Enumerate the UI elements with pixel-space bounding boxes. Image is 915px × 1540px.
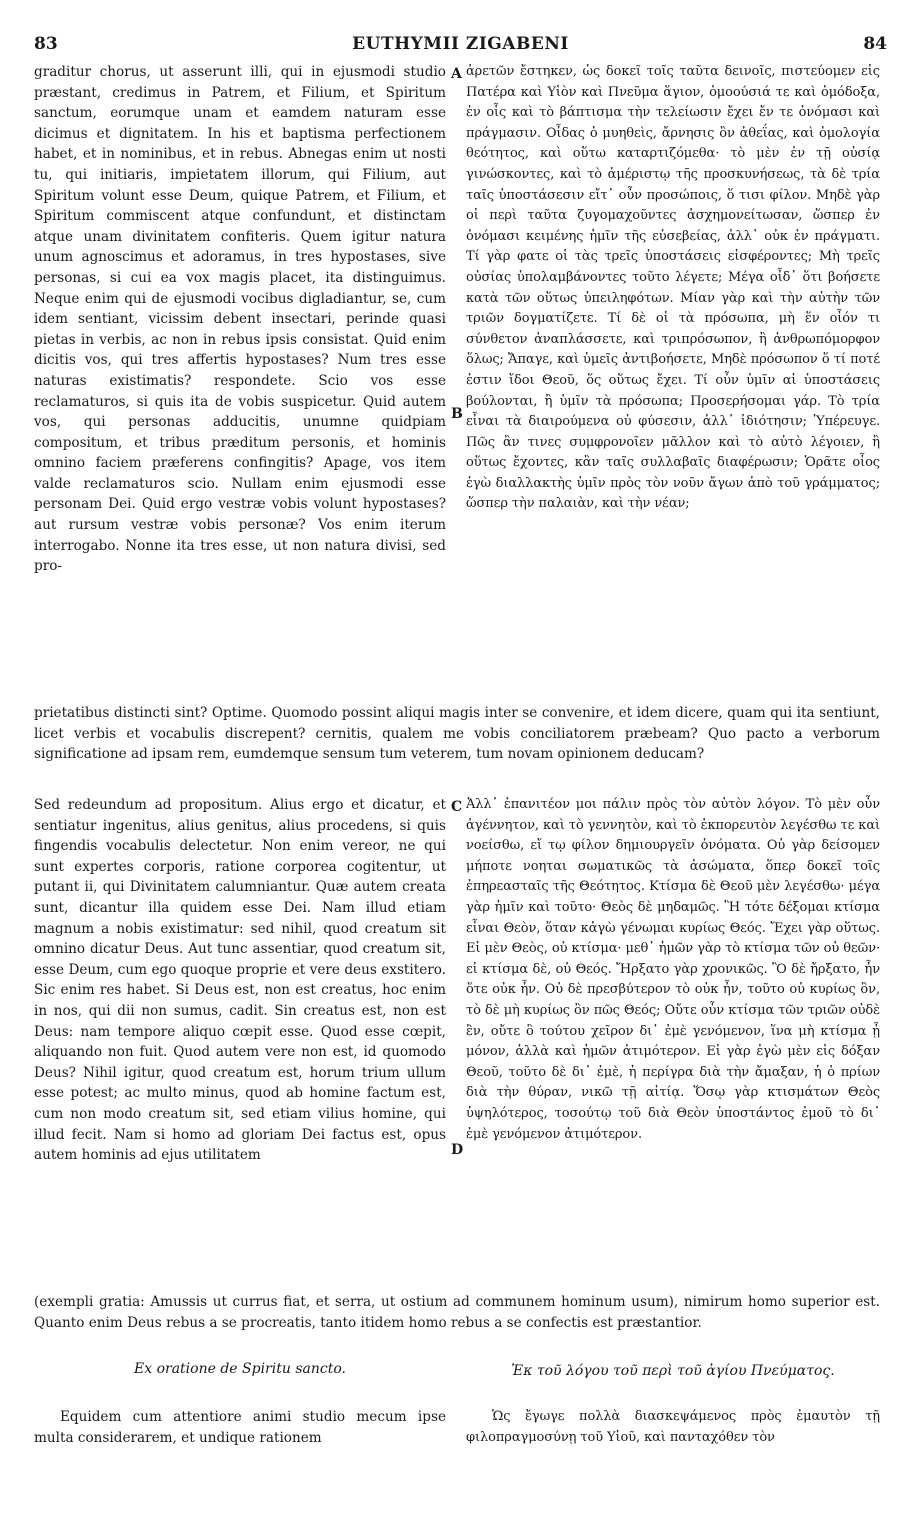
section-marker-b: B — [451, 406, 463, 422]
section-marker-a: A — [451, 66, 462, 82]
page-number-right: 84 — [863, 34, 887, 54]
greek-column-section-2: Ἀλλ᾽ ἐπανιτέον μοι πάλιν πρὸς τὸν αὐτὸν λόγον. Τὸ μὲν οὖν ἀγέννητον, καὶ τὸ γεννητὸν, καὶ τὸ ἐκπορευτὸν λεγέσθω τε καὶ νοείσθω, εἴ τῳ φίλον δημιουργεῖν ὀνόματα. Οὐ γὰρ δείσομεν μήποτε νοηται σωματικῶς τὰ ἀσώματα, ὅπερ δοκεῖ τοῖς ἐπηρεασταῖς τῆς Θεότητος. Κτίσμα δὲ Θεοῦ μὲν λεγέσθω· μέγα γὰρ ἡμῖν καὶ τοῦτο· Θεὸς δὲ μηδαμῶς. Ἢ τότε δέξομαι κτίσμα εἶναι Θεὸν, ὅταν κἀγὼ γένωμαι κυρίως Θεός. Ἔχει γὰρ οὕτως. Εἰ μὲν Θεὸς, οὐ κτίσμα· μεθ᾽ ἡμῶν γὰρ τὸ κτίσμα τῶν οὐ θεῶν· εἰ κτίσμα δὲ, οὐ Θεός. Ἤρξατο γὰρ χρονικῶς. Ὃ δὲ ἤρξατο, ἦν ὅτε οὐκ ἦν. Οὐ δὲ πρεσβύτερον τὸ οὐκ ἦν, τοῦτο οὐ κυρίως ὂν, τὸ δὲ μὴ κυρίως ὂν πῶς Θεός; Οὔτε οὖν κτίσμα τῶν τριῶν οὐδὲ ἓν, οὔτε ὃ τούτου χεῖρον δι᾽ ἐμὲ γενόμενον, ἵνα μὴ κτίσμα ᾖ μόνον, ἀλλὰ καὶ ἡμῶν ἀτιμότερον. Εἰ γὰρ ἐγὼ μὲν εἰς δόξαν Θεοῦ, τοῦτο δὲ δι᾽ ἐμὲ, ἡ περίγρα διὰ τὴν ἄμαξαν, ἡ ὁ πρίων διὰ τὴν θύραν, νικῶ τῇ αἰτίᾳ. Ὅσῳ γὰρ κτισμάτων Θεὸς ὑψηλότερος, τοσούτῳ τοῦ διὰ Θεὸν ὑποστάντος ἐμοῦ τὸ δι᾽ ἐμὲ γενόμενον ἀτιμότερον. — [466, 797, 880, 1142]
running-header — [34, 34, 887, 56]
latin-column-section-1: graditur chorus, ut asserunt illi, qui in ejusmodi studio præstant, credimus in Patrem, et Filium, et Spiritum sanctum, eorumque unam et eamdem naturam esse dicimus et dignitatem. In his et baptisma perfectionem habet, et in nominibus, et in rebus. Abnegas enim ut nosti tu, qui initiaris, impietatem illorum, qui Filium, aut Spiritum volunt esse Deum, quique Patrem, et Filium, et Spiritum commiscent atque confundunt, et distinctam atque unam divinitatem confiteris. Quem igitur natura unum agnoscimus et adoramus, in tres hypostases, sive personas, si cui ea vox magis placet, ita distinguimus. Neque enim qui de ejusmodi vocibus digladiantur, se, cum idem sentiant, vicissim debent insectari, perinde quasi pietas in verbis, ac non in rebus ipsis consistat. Quid enim dicitis vos, qui tres affertis hypostases? Num tres esse naturas existimatis? respondete. Scio vos esse reclamaturos, si quis ita de vobis suspicetur. Quid autem vos, qui personas adducitis, unumne quidpiam compositum, et tribus præditum personis, et hominis omnino faciem præferens confingitis? Apage, vos item valde reclamaturos scio. Nullam enim ejusmodi esse personam Dei. Quid ergo vestræ vobis volunt hypostases? aut rursum vestræ vobis personæ? Vos enim iterum interrogabo. Nonne ita tres esse, ut non natura divisi, sed pro- — [34, 64, 446, 575]
section-marker-c: C — [451, 799, 463, 815]
greek-section-heading: Ἐκ τοῦ λόγου τοῦ περὶ τοῦ ἁγίου Πνεύματος. — [511, 1363, 835, 1379]
running-title: EUTHYMII ZIGABENI — [352, 34, 569, 54]
latin-column-section-2: Sed redeundum ad propositum. Alius ergo et dicatur, et sentiatur ingenitus, alius genitus, alius procedens, si quis fingendis vocabulis delectetur. Non enim vereor, ne qui sunt expertes corporis, ratione corporea cogitentur, ut putant ii, qui Divinitatem calumniantur. Quæ autem creata sunt, dicantur illa quidem esse Dei. Nam illud etiam magnum a nobis existimatur: sed nihil, quod creatum sit omnino dicatur Deus. Aut tunc assentiar, quod creatum sit, esse Deum, cum ego quoque proprie et vere deus exstitero. Sic enim res habet. Si Deus est, non est creatus, hoc enim in nos, qui dii non sumus, cadit. Sin creatus est, non est Deus: nam tempore aliquo cœpit esse. Quod esse cœpit, aliquando non fuit. Quod autem vere non est, id quomodo Deus? Nihil igitur, quod creatum est, horum trium ullum esse potest; ac multo minus, quod ab homine factum est, cum non modo creatum sit, sed etiam vilius homine, qui illud fecit. Nam si homo ad gloriam Dei factus est, opus autem hominis ad ejus utilitatem — [34, 797, 446, 1164]
latin-section-heading: Ex oratione de Spiritu sancto. — [134, 1361, 346, 1377]
page-number-left: 83 — [34, 34, 58, 54]
greek-column-section-1: ἀρετῶν ἔστηκεν, ὡς δοκεῖ τοῖς ταῦτα δεινοῖς, πιστεύομεν εἰς Πατέρα καὶ Υἱὸν καὶ Πνεῦμα ἅγιον, ὁμοούσιά τε καὶ ὁμόδοξα, ἐν οἷς καὶ τὸ βάπτισμα τὴν τελείωσιν ἔχει ἔν τε ὀνόμασι καὶ πράγμασιν. Οἶδας ὁ μυηθεὶς, ἄρνησις ὂν ἀθεΐας, καὶ ὁμολογία θεότητος, καὶ οὕτω καταρτιζόμεθα· τὸ μὲν ἐν τῇ οὐσίᾳ γινώσκοντες, καὶ τὸ ἀμέριστῳ τῆς προσκυνήσεως, τὰ δὲ τρία ταῖς ὑποστάσεσιν εἴτ᾽ οὖν προσώποις, ὅ τισι φίλον. Μηδὲ γὰρ οἱ περὶ ταῦτα ζυγομαχοῦντες ἀσχημονείτωσαν, ὥσπερ ἐν ὀνόμασι κειμένης ἡμῖν τῆς εὐσεβείας, ἀλλ᾽ οὐκ ἐν πράγματι. Τί γὰρ φατε οἱ τὰς τρεῖς ὑποστάσεις εἰσφέροντες; Μὴ τρεῖς οὐσίας ὑπολαμβάνοντες τοῦτο λέγετε; Μέγα οἶδ᾽ ὅτι βοήσετε κατὰ τῶν οὕτως ὑπειληφότων. Μίαν γὰρ καὶ τὴν αὐτὴν τῶν τριῶν δογματίζετε. Τί δὲ οἱ τὰ πρόσωπα, μὴ ἕν οἶόν τι σύνθετον ἀναπλάσσετε, καὶ τριπρόσωπον, ἢ ἀνθρωπόμορφον ὅλως; Ἄπαγε, καὶ ὑμεῖς ἀντιβοήσετε, Μηδὲ πρόσωπον ὅ τί ποτέ ἐστιν ἴδοι Θεοῦ, ὅς οὕτως ἔχει. Τί οὖν ὑμῖν αἱ ὑποστάσεις βούλονται, ἢ ὑμῖν τὰ πρόσωπα; Προσερήσομαι γάρ. Τὸ τρία εἶναι τὰ διαιρούμενα οὐ φύσεσιν, ἀλλ᾽ ἰδιότησιν; Ὑπέρευγε. Πῶς ἂν τινες συμφρονοῖεν μᾶλλον καὶ τὸ αὐτὸ λέγοιεν, ἢ οὕτως ἔχοντες, κἂν ταῖς συλλαβαῖς διαφέρωσιν; Ὁρᾶτε οἷος ἐγὼ διαλλακτὴς ὑμῖν πρὸς τὸν νοῦν ἄγων ἀπὸ τοῦ γράμματος; ὥσπερ τὴν παλαιὰν, καὶ τὴν νέαν; — [466, 64, 880, 512]
greek-column-section-3: Ὡς ἔγωγε πολλὰ διασκεψάμενος πρὸς ἐμαυτὸν τῇ φιλοπραγμοσύνῃ τοῦ Υἱοῦ, καὶ πανταχόθεν τὸν — [466, 1409, 880, 1445]
latin-column-section-3: Equidem cum attentiore animi studio mecum ipse multa considerarem, et undique rationem — [34, 1409, 446, 1446]
latin-full-width-continuation-2: (exempli gratia: Amussis ut currus fiat, et serra, ut ostium ad communem hominum usum), nimirum homo superior est. Quanto enim Deus rebus a se procreatis, tanto itidem homo rebus a se confectis est præstantior. — [34, 1294, 880, 1331]
section-marker-d: D — [451, 1142, 464, 1158]
latin-full-width-continuation-1: prietatibus distincti sint? Optime. Quomodo possint aliqui magis inter se convenire, et idem dicere, quam qui ita sentiunt, licet verbis et vocabulis discrepent? cernitis, qualem me vobis conciliatorem præbeam? Quo pacto a verborum significatione ad ipsam rem, eumdemque sensum tum veterem, tum novam opinionem deducam? — [34, 705, 880, 763]
